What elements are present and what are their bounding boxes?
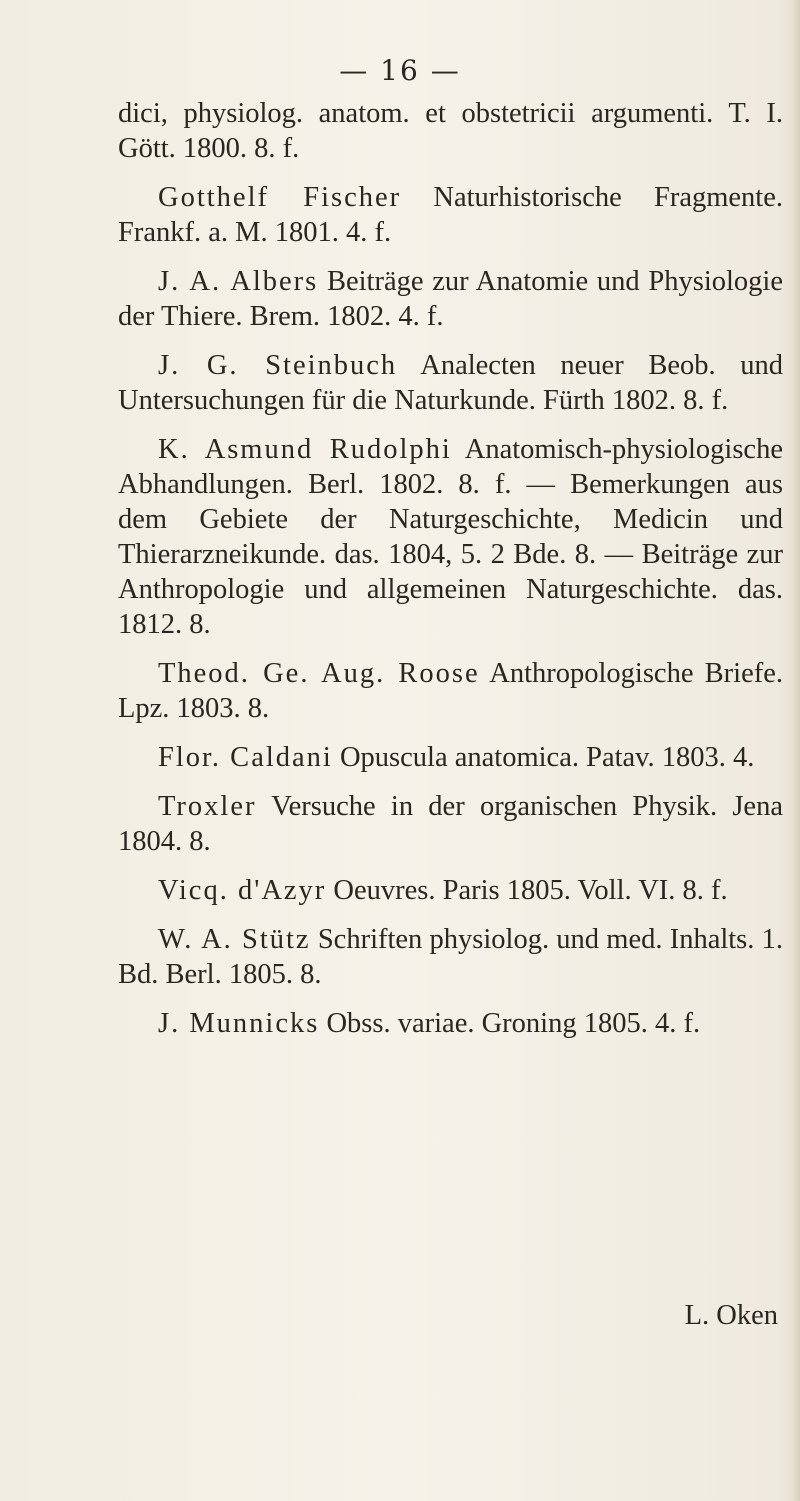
entry-text: Anatomisch-physiologische Abhandlungen. Berl. 1802. 8. f. — Bemerkungen aus dem Gebiete der Naturgeschichte, Medicin und Thierarzneikunde. das. 1804, 5. 2 Bde. 8. — Beiträge zur Anthropologie und allgemeinen Naturgeschichte. das. 1812. 8. (118, 434, 783, 640)
entry-text: Versuche in der organischen Physik. Jena 1804. 8. (118, 791, 783, 857)
page-number: — 16 — (339, 54, 461, 87)
entry-author: J. G. Steinbuch (158, 350, 398, 381)
entry-text: Schriften physiolog. und med. Inhalts. 1. Bd. Berl. 1805. 8. (118, 924, 784, 990)
entry-author: J. A. Albers (158, 266, 319, 297)
bibliography-entry (118, 873, 783, 908)
bibliography-entry (118, 740, 783, 775)
bibliography-entry (118, 180, 783, 250)
entry-author: Gotthelf Fischer (158, 182, 402, 213)
entry-author: J. Munnicks (158, 1008, 320, 1039)
entry-text: Beiträge zur Anatomie und Physiologie der Thiere. Brem. 1802. 4. f. (118, 266, 783, 332)
page-edge (790, 0, 800, 1501)
bibliography-entry (118, 96, 783, 166)
entry-author: W. A. Stütz (158, 924, 311, 955)
bibliography-text (118, 96, 783, 1055)
bibliography-entry (118, 922, 783, 992)
bibliography-entry (118, 656, 783, 726)
entry-author: Troxler (158, 791, 257, 822)
entry-author: Flor. Caldani (158, 742, 333, 773)
bibliography-entry (118, 348, 783, 418)
entry-text: Obss. variae. Groning 1805. 4. f. (326, 1008, 701, 1039)
entry-author: K. Asmund Rudolphi (158, 434, 452, 465)
entry-text: dici, physiolog. anatom. et obstetricii argumenti. T. I. Gött. 1800. 8. f. (118, 98, 783, 164)
entry-text: Opuscula anatomica. Patav. 1803. 4. (339, 742, 755, 773)
signature: L. Oken (684, 1300, 778, 1331)
entry-author: Theod. Ge. Aug. Roose (158, 658, 480, 689)
bibliography-entry (118, 789, 783, 859)
entry-text: Oeuvres. Paris 1805. Voll. VI. 8. f. (333, 875, 728, 906)
bibliography-entry (118, 432, 783, 642)
entry-text: Analecten neuer Beob. und Untersuchungen für die Naturkunde. Fürth 1802. 8. f. (118, 350, 783, 416)
entry-author: Vicq. d'Azyr (158, 875, 327, 906)
entry-text: Anthropologische Briefe. Lpz. 1803. 8. (118, 658, 783, 724)
bibliography-entry (118, 1006, 783, 1041)
bibliography-entry (118, 264, 783, 334)
entry-text: Naturhistorische Fragmente. Frankf. a. M. 1801. 4. f. (118, 182, 783, 248)
